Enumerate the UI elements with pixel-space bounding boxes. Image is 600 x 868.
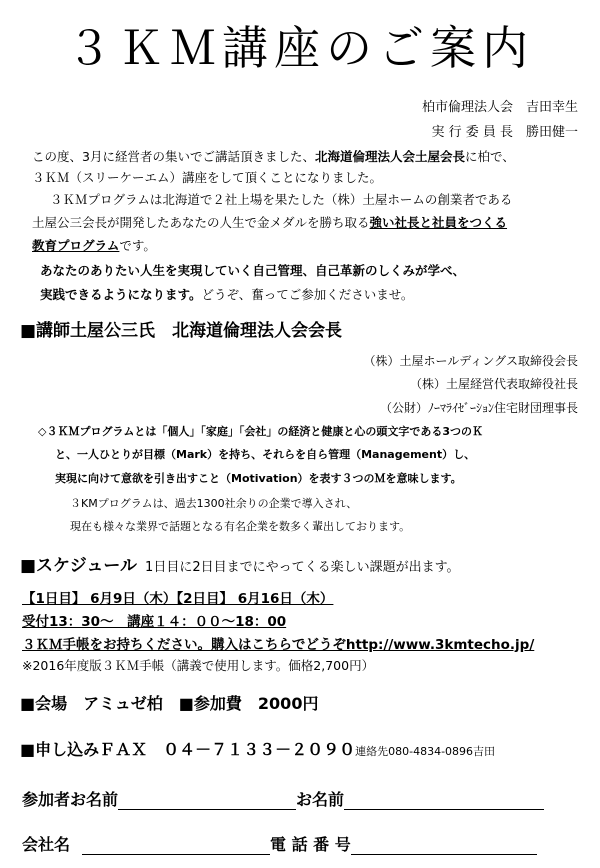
phone-label: 電 話 番 号 bbox=[270, 835, 351, 854]
committee-line: 実 行 委 員 長 勝田健一 bbox=[431, 125, 578, 140]
phone-field[interactable] bbox=[351, 854, 537, 855]
about-line-2: と、一人ひとりが目標（Mark）を持ち、それらを自ら管理（Management）し、 bbox=[55, 448, 476, 461]
page-title: ３ＫＭ講座のご案内 bbox=[66, 21, 534, 75]
company-row bbox=[22, 832, 537, 855]
lecturer-role: （株）土屋ホールディングス取締役会長 bbox=[363, 354, 578, 368]
organizer-line: 柏市倫理法人会 吉田幸生 bbox=[421, 100, 578, 115]
fax-label: ■申し込みＦＡＸ ０４－７１３３－２０９０ bbox=[20, 740, 356, 759]
intro-text: に柏で、 bbox=[464, 149, 515, 164]
intro-line-4 bbox=[32, 213, 507, 231]
about-line-4: ３KMプログラムは、過去1300社余りの企業で導入され、 bbox=[70, 497, 358, 510]
about-line-5: 現在も様々な業界で話題となる有名企業を数多く輩出しております。 bbox=[70, 520, 411, 533]
name-field[interactable] bbox=[344, 809, 544, 810]
lecturer-role: （株）土屋経営代表取締役社長 bbox=[409, 377, 578, 391]
about-line-1: ◇３ＫＭプログラムとは「個人」「家庭」「会社」の経済と健康と心の頭文字である3つのＫ bbox=[38, 425, 484, 438]
intro-highlight: 実践できるようになります。 bbox=[40, 287, 202, 302]
schedule-book-note: ※2016年度版３ＫＭ手帳（講義で使用します。価格2,700円） bbox=[22, 658, 375, 673]
about-line-3: 実現に向けて意欲を引き出すこと（Motivation）を表す３つのＭを意味します。 bbox=[55, 472, 462, 485]
schedule-days: 【1日目】 6月9日（木）【2日目】 6月16日（木） bbox=[22, 591, 334, 607]
intro-line-3: ３ＫＭプログラムは北海道で２社上場を果たした（株）土屋ホームの創業者である bbox=[50, 192, 513, 207]
participant-label: 参加者お名前 bbox=[22, 790, 119, 809]
venue-fee: ■会場 アミュゼ柏 ■参加費 2000円 bbox=[20, 694, 319, 713]
schedule-heading bbox=[20, 551, 460, 576]
company-label: 会社名 bbox=[22, 835, 71, 854]
company-field[interactable] bbox=[82, 854, 270, 855]
lecturer-role: （公財）ﾉｰﾏﾗｲｾﾞｰｼｮﾝ住宅財団理事長 bbox=[379, 401, 578, 415]
contact-info: 連絡先080-4834-0896吉田 bbox=[355, 745, 496, 758]
participant-row bbox=[22, 787, 544, 810]
intro-line-1 bbox=[32, 147, 515, 165]
intro-text: この度、3月に経営者の集いでご講話頂きました、 bbox=[32, 149, 315, 164]
intro-text: 土屋公三会長が開発したあなたの人生で金メダルを勝ち取る bbox=[32, 215, 370, 230]
name-label: お名前 bbox=[296, 790, 345, 809]
fax-line bbox=[20, 737, 495, 760]
intro-line-6: あなたのありたい人生を実現していく自己管理、自己革新のしくみが学べ、 bbox=[40, 263, 466, 278]
schedule-note: 1日目に2日目までにやってくる楽しい課題が出ます。 bbox=[145, 560, 460, 575]
lecturer-heading: ■講師土屋公三氏 北海道倫理法人会会長 bbox=[20, 321, 343, 341]
intro-text: どうぞ、奮ってご参加くださいませ。 bbox=[201, 287, 414, 302]
schedule-time: 受付13：30～ 講座１４：００～18：00 bbox=[22, 614, 287, 630]
intro-highlight: 教育プログラム bbox=[32, 238, 120, 253]
intro-highlight: 北海道倫理法人会土屋会長 bbox=[314, 149, 465, 164]
intro-line-2: ３ＫＭ（スリーケーエム）講座をして頂くことになりました。 bbox=[32, 170, 383, 185]
participant-field[interactable] bbox=[118, 809, 296, 810]
intro-highlight: 強い社長と社員をつくる bbox=[369, 215, 508, 230]
intro-text: です。 bbox=[119, 238, 156, 253]
schedule-title: ■スケジュール bbox=[20, 556, 138, 576]
schedule-book[interactable]: ３ＫＭ手帳をお持ちください。購入はこちらでどうぞhttp://www.3kmtecho.jp/ bbox=[22, 637, 535, 653]
intro-line-5 bbox=[32, 236, 156, 254]
intro-line-7 bbox=[40, 285, 413, 303]
